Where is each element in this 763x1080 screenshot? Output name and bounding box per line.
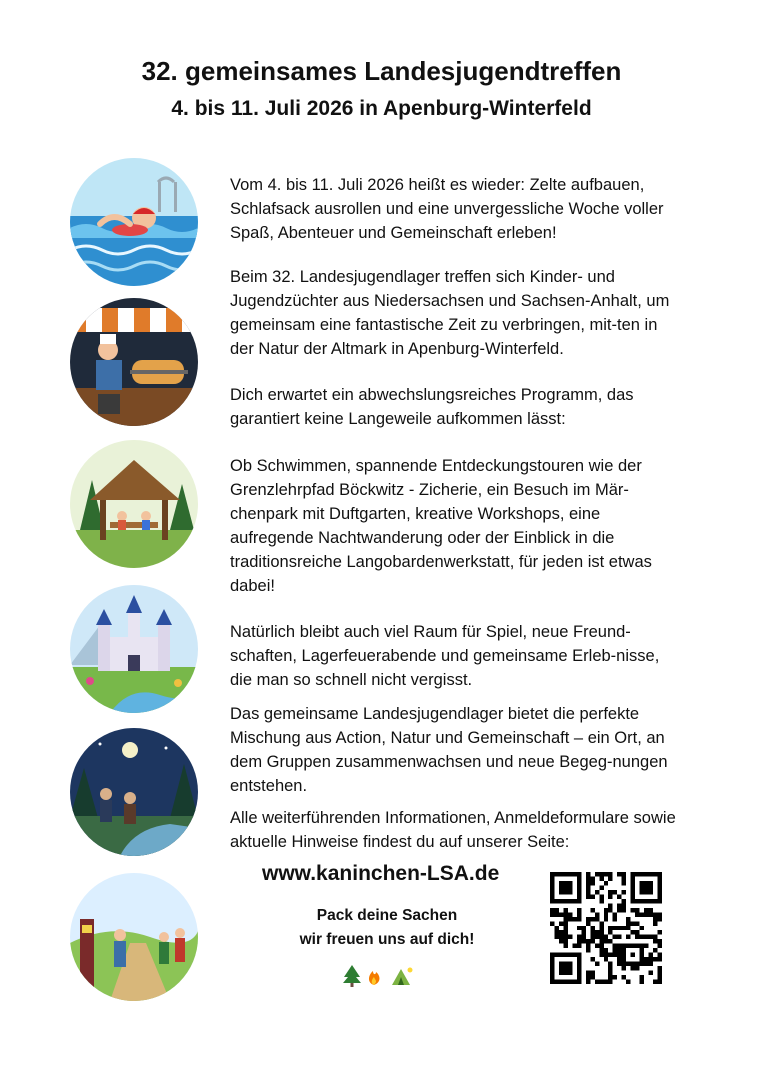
program-intro-paragraph: Dich erwartet ein abwechslungsreiches Programm, das garantiert keine Langeweile aufkommen lässt:: [230, 386, 634, 428]
intro-paragraph: Vom 4. bis 11. Juli 2026 heißt es wieder: Zelte aufbauen, Schlafsack ausrollen und eine unvergessliche Woche voller Spaß, Abenteuer und Gemeinschaft erleben!: [230, 176, 664, 242]
fire-icon: [369, 971, 380, 985]
cta-line-1: Pack deine Sachen: [316, 907, 458, 924]
mix-paragraph: Das gemeinsame Landesjugendlager bietet die perfekte Mischung aus Action, Natur und Gemeinschaft – ein Ort, an dem Gruppen zusammenwachsen und neue Begeg-nungen entstehen.: [230, 705, 668, 795]
page-subtitle: 4. bis 11. Juli 2026 in Apenburg-Winterfeld: [171, 97, 592, 120]
tree-icon: [343, 965, 361, 987]
tent-icon: [392, 968, 413, 986]
qr-code[interactable]: [550, 872, 662, 984]
forest-hut-illustration: [70, 440, 198, 568]
castle-park-illustration: [70, 585, 198, 713]
swimming-illustration: [70, 158, 198, 286]
night-hike-illustration: [70, 728, 198, 856]
page-title: 32. gemeinsames Landesjugendtreffen: [141, 56, 622, 86]
emoji-row: [340, 963, 420, 987]
border-trail-illustration: [70, 873, 198, 1001]
cta-line-2: wir freuen uns auf dich!: [299, 931, 475, 948]
community-paragraph: Natürlich bleibt auch viel Raum für Spiel, neue Freund-schaften, Lagerfeuerabende und gemeinsame Erleb-nisse, die man so schnell nicht vergisst.: [230, 623, 660, 689]
participants-paragraph: Beim 32. Landesjugendlager treffen sich Kinder- und Jugendzüchter aus Niedersachsen und Sachsen-Anhalt, um gemeinsam eine fantastische Zeit zu verbringen, mit-ten in der Natur der Altmark in Apenburg-Winterfeld.: [230, 268, 670, 358]
food-stall-illustration: [70, 298, 198, 426]
activities-paragraph: Ob Schwimmen, spannende Entdeckungstouren wie der Grenzlehrpfad Böckwitz - Zicherie, ein Besuch im Mär-chenpark mit Duftgarten, kreative Workshops, eine aufregende Nachtwanderung oder der Einblick in die traditionsreiche Langobardenwerkstatt, für jeden ist etwas dabei!: [230, 457, 652, 595]
website-link[interactable]: www.kaninchen-LSA.de: [262, 862, 500, 885]
call-to-action: [262, 904, 512, 952]
info-paragraph: Alle weiterführenden Informationen, Anmeldeformulare sowie aktuelle Hinweise findest du auf unserer Seite:: [230, 809, 676, 851]
